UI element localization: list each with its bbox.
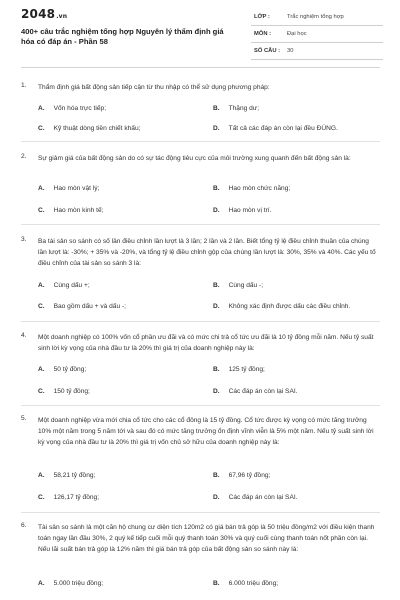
question-text: Một doanh nghiệp vừa mới chia cổ tức cho các cổ đông là 15 tỷ đồng. Cổ tức được kỳ vọng có mức tăng trưởng 10% một năm trong 5 năm tới và sau đó có mức tăng trưởng ổn định vĩnh viễn là 5% một năm. Nếu tỷ suất sinh lời kỳ vọng của nhà đầu tư là 20% thì giá trị vốn chủ sở hữu của doanh nghiệp này là: — [38, 417, 374, 446]
meta-row-subject — [251, 26, 383, 43]
option-a[interactable] — [38, 185, 99, 192]
option-letter: C. — [38, 207, 45, 214]
option-text: 126,17 tỷ đồng; — [53, 494, 100, 501]
option-d[interactable] — [213, 207, 271, 214]
header-divider — [21, 67, 380, 68]
option-c[interactable] — [38, 125, 140, 132]
option-text: 58,21 tỷ đồng; — [53, 472, 96, 479]
option-letter: B. — [213, 105, 220, 112]
option-a[interactable] — [38, 282, 90, 289]
option-text: 50 tỷ đồng; — [53, 366, 87, 373]
question-divider — [21, 321, 380, 322]
question-number: 5. — [21, 415, 27, 422]
option-a[interactable] — [38, 105, 106, 112]
option-text: 150 tỷ đồng; — [53, 388, 90, 395]
option-d[interactable] — [213, 494, 298, 501]
option-b[interactable] — [213, 282, 263, 289]
question-text: Thẩm định giá bất động sản tiếp cận từ thu nhập có thể sử dụng phương pháp: — [38, 84, 270, 91]
option-text: Bao gồm dấu + và dấu -; — [53, 303, 126, 310]
meta-key: SỐ CÂU : — [254, 48, 281, 54]
option-text: Cùng dấu +; — [53, 282, 90, 289]
site-logo[interactable] — [21, 7, 67, 21]
question-number: 3. — [21, 236, 27, 243]
option-b[interactable] — [213, 472, 270, 479]
option-letter: C. — [38, 303, 45, 310]
question-divider — [21, 224, 380, 225]
option-letter: D. — [213, 207, 220, 214]
question-divider — [21, 512, 380, 513]
option-text: 6.000 triệu đồng; — [228, 580, 279, 587]
option-text: Không xác định được dấu các điều chỉnh. — [228, 303, 351, 310]
option-b[interactable] — [213, 185, 290, 192]
question-number: 6. — [21, 522, 27, 529]
meta-key: MÔN : — [254, 31, 272, 37]
option-letter: D. — [213, 303, 220, 310]
question-text: Sự giảm giá của bất động sản do có sự tác động tiêu cực của môi trường xung quanh đến bất động sản là: — [38, 155, 351, 162]
option-text: 5.000 triệu đồng; — [53, 580, 104, 587]
option-text: Các đáp án còn lại SAI. — [228, 388, 298, 395]
document-title: 400+ câu trắc nghiệm tổng hợp Nguyên lý thẩm định giá hóa có đáp án - Phần 58 — [21, 27, 224, 46]
option-letter: B. — [213, 282, 220, 289]
option-d[interactable] — [213, 303, 350, 310]
question-number: 1. — [21, 82, 27, 89]
option-text: Hao mòn vật lý; — [53, 185, 100, 192]
question-text: Tài sản so sánh là một căn hộ chung cư diện tích 120m2 có giá bán trả góp là 50 triệu đồng/m2 với điều kiện thanh toán ngay lần đầu 30%, 2 quý kế tiếp cuối mỗi quý thanh toán 30% và quý cuối cùng thanh toán nốt phần còn lại. Nếu lãi suất bán trả góp là 12% năm thì giá bán trả góp của bất động sản so sánh này là: — [38, 524, 375, 553]
question-number: 4. — [21, 332, 27, 339]
option-letter: C. — [38, 494, 45, 501]
option-letter: C. — [38, 388, 45, 395]
option-text: Kỹ thuật dòng tiền chiết khấu; — [53, 125, 141, 132]
option-letter: B. — [213, 472, 220, 479]
logo-suffix: .vn — [56, 13, 68, 20]
option-c[interactable] — [38, 303, 126, 310]
option-letter: A. — [38, 472, 45, 479]
header — [0, 0, 400, 62]
question-text: Ba tài sản so sánh có số lần điều chỉnh lần lượt là 3 lần; 2 lần và 2 lần. Biết tổng tỷ lệ điều chỉnh thuần của chúng lần lượt là: -30%; + 35% và -20%, và tổng tỷ lệ điều chỉnh gộp của chúng lần lượt là: 30%, 35% và 40%. Các yếu tố điều chỉnh của tài sản so sánh 3 là: — [38, 238, 376, 267]
option-text: Hao mòn chức năng; — [228, 185, 291, 192]
option-b[interactable] — [213, 366, 265, 373]
question-divider — [21, 141, 380, 142]
option-a[interactable] — [38, 366, 86, 373]
meta-value: Trắc nghiệm tổng hợp — [287, 14, 344, 20]
option-text: 125 tỷ đồng; — [228, 366, 265, 373]
option-text: Thặng dư; — [228, 105, 260, 112]
option-letter: D. — [213, 125, 220, 132]
meta-value: 30 — [287, 48, 294, 54]
option-letter: C. — [38, 125, 45, 132]
option-letter: B. — [213, 185, 220, 192]
option-text: Hao mòn vị trí. — [228, 207, 272, 214]
option-letter: A. — [38, 580, 45, 587]
option-text: Cùng dấu -; — [228, 282, 264, 289]
question-number: 2. — [21, 153, 27, 160]
option-a[interactable] — [38, 472, 95, 479]
option-text: Tất cả các đáp án còn lại đều ĐÚNG. — [228, 125, 338, 132]
logo-text: 2048 — [21, 7, 56, 21]
option-letter: B. — [213, 580, 220, 587]
option-b[interactable] — [213, 105, 259, 112]
option-letter: A. — [38, 105, 45, 112]
option-d[interactable] — [213, 388, 298, 395]
option-text: Vốn hóa trực tiếp; — [53, 105, 107, 112]
question-text: Một doanh nghiệp có 100% vốn cổ phần ưu đãi và có mức chi trả cổ tức ưu đãi là 10 tỷ đồng mỗi năm. Nếu tỷ suất sinh lời kỳ vọng của nhà đầu tư là 20% thì giá trị của doanh nghiệp này là: — [38, 334, 374, 352]
option-letter: D. — [213, 388, 220, 395]
option-d[interactable] — [213, 125, 338, 132]
option-c[interactable] — [38, 388, 90, 395]
meta-value: Đại học — [287, 31, 307, 37]
option-text: Hao mòn kinh tế; — [53, 207, 104, 214]
option-letter: D. — [213, 494, 220, 501]
option-text: 67,96 tỷ đồng; — [228, 472, 271, 479]
option-letter: A. — [38, 282, 45, 289]
meta-row-class — [251, 9, 383, 26]
option-a[interactable] — [38, 580, 103, 587]
option-letter: A. — [38, 366, 45, 373]
meta-row-count — [251, 43, 383, 60]
meta-key: LỚP : — [254, 14, 270, 20]
option-text: Các đáp án còn lại SAI. — [228, 494, 298, 501]
option-letter: A. — [38, 185, 45, 192]
option-b[interactable] — [213, 580, 278, 587]
option-c[interactable] — [38, 207, 103, 214]
option-c[interactable] — [38, 494, 99, 501]
question-divider — [21, 405, 380, 406]
meta-table — [251, 9, 383, 60]
option-letter: B. — [213, 366, 220, 373]
